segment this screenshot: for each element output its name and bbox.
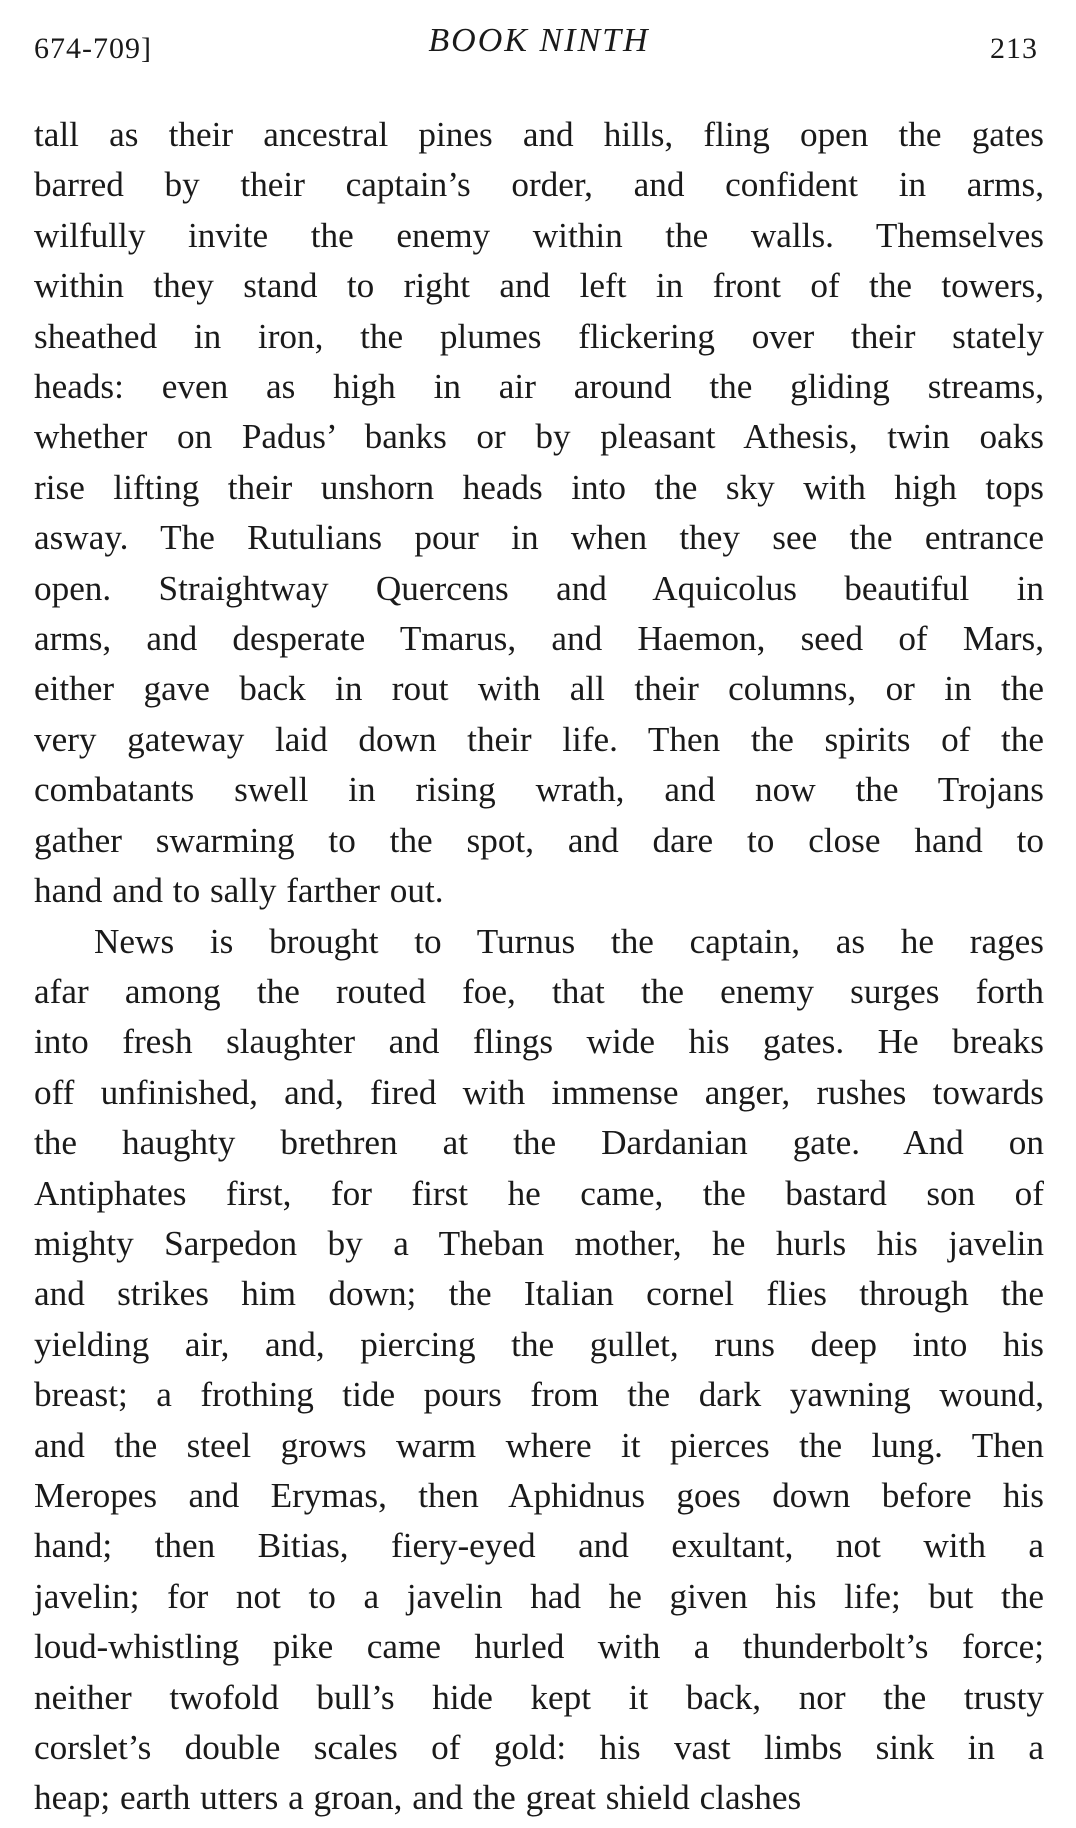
text-line: off unfinished, and, fired with immense anger, rushes towards <box>34 1072 1044 1112</box>
text-line: arms, and desperate Tmarus, and Haemon, seed of Mars, <box>34 619 1044 659</box>
text-line: heads: even as high in air around the gliding streams, <box>34 367 1044 407</box>
text-line: mighty Sarpedon by a Theban mother, he hurls his javelin <box>34 1223 1044 1263</box>
text-line: tall as their ancestral pines and hills, fling open the gates <box>34 115 1044 154</box>
text-line: Meropes and Erymas, then Aphidnus goes down before his <box>34 1475 1044 1515</box>
running-head <box>34 18 1044 78</box>
text-line: breast; a frothing tide pours from the dark yawning wound, <box>34 1375 1044 1415</box>
text-line: asway. The Rutulians pour in when they see the entrance <box>34 518 1044 558</box>
line-range: 674-709] <box>34 32 152 65</box>
text-line: barred by their captain’s order, and confident in arms, <box>34 165 1044 205</box>
text-line: rise lifting their unshorn heads into the sky with high tops <box>34 467 1044 507</box>
text-line: within they stand to right and left in front of the towers, <box>34 266 1044 306</box>
text-line: the haughty brethren at the Dardanian gate. And on <box>34 1123 1044 1163</box>
text-line: sheathed in iron, the plumes flickering over their stately <box>34 316 1044 356</box>
text-line: afar among the routed foe, that the enemy surges forth <box>34 971 1044 1011</box>
text-line: hand and to sally farther out. <box>34 871 444 911</box>
text-line: hand; then Bitias, fiery-eyed and exultant, not with a <box>34 1526 1044 1566</box>
text-line: open. Straightway Quercens and Aquicolus beautiful in <box>34 568 1044 608</box>
text-line: heap; earth utters a groan, and the great shield clashes <box>34 1778 802 1818</box>
paragraph <box>34 110 1044 917</box>
text-line: javelin; for not to a javelin had he given his life; but the <box>34 1576 1044 1616</box>
text-line: corslet’s double scales of gold: his vast limbs sink in a <box>34 1728 1044 1767</box>
text-line: Antiphates first, for first he came, the bastard son of <box>34 1173 1044 1213</box>
text-line: yielding air, and, piercing the gullet, runs deep into his <box>34 1324 1044 1364</box>
text-line: either gave back in rout with all their columns, or in the <box>34 669 1044 709</box>
text-line: into fresh slaughter and flings wide his gates. He breaks <box>34 1022 1044 1062</box>
book-page <box>34 18 1044 1818</box>
text-line: very gateway laid down their life. Then the spirits of the <box>34 719 1044 759</box>
text-line: wilfully invite the enemy within the walls. Themselves <box>34 215 1044 255</box>
text-line: News is brought to Turnus the captain, as he rages <box>94 921 1044 961</box>
page-number: 213 <box>990 32 1038 65</box>
paragraph <box>34 917 1044 1824</box>
text-line: neither twofold bull’s hide kept it back, nor the trusty <box>34 1677 1044 1717</box>
text-line: loud-whistling pike came hurled with a thunderbolt’s force; <box>34 1627 1044 1667</box>
body-text <box>34 110 1044 1824</box>
text-line: gather swarming to the spot, and dare to close hand to <box>34 820 1044 860</box>
text-line: combatants swell in rising wrath, and now the Trojans <box>34 770 1044 810</box>
text-line: and strikes him down; the Italian cornel flies through the <box>34 1274 1044 1314</box>
text-line: whether on Padus’ banks or by pleasant Athesis, twin oaks <box>34 417 1044 457</box>
text-line: and the steel grows warm where it pierces the lung. Then <box>34 1425 1044 1465</box>
book-title: BOOK NINTH <box>428 22 650 59</box>
